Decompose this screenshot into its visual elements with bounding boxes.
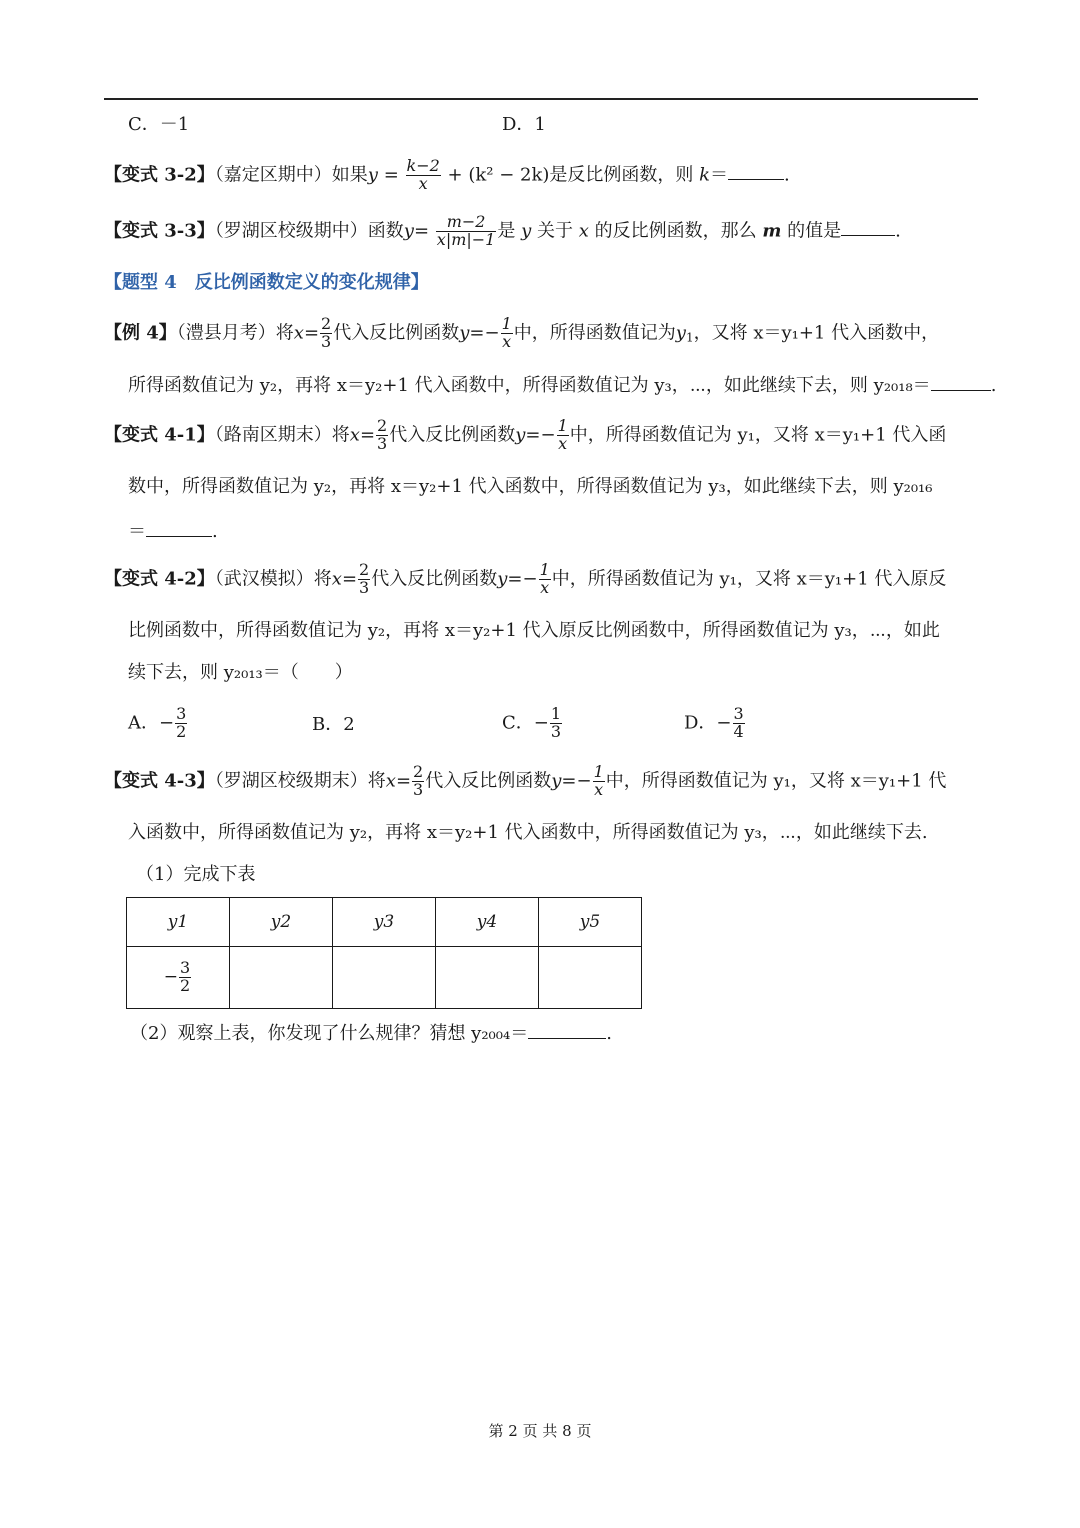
v42-line1b: 中，所得函数值记为 y₁，又将 x＝y₁+1 代入原反 xyxy=(551,568,947,590)
v41-frac2-num: 1 xyxy=(557,416,568,435)
v42-option-d[interactable] xyxy=(684,706,746,741)
table-cell-y5[interactable] xyxy=(539,947,642,1009)
v42-option-a-den: 2 xyxy=(176,721,187,741)
v42-option-d-frac xyxy=(733,706,745,741)
ex4-line2-text: 所得函数值记为 y₂，再将 x＝y₂+1 代入函数中，所得函数值记为 y₃，⋯，如此继续下去，则 y₂₀₁₈＝ xyxy=(128,375,931,396)
q32-y: y = xyxy=(367,164,399,186)
ex4-frac1-num: 2 xyxy=(321,314,332,333)
v42-option-d-den: 4 xyxy=(733,721,744,741)
table-cell-y1-num: 3 xyxy=(180,958,191,978)
v42-option-a-frac xyxy=(175,706,187,741)
v41-line2: 数中，所得函数值记为 y₂，再将 x＝y₂+1 代入函数中，所得函数值记为 y₃，如此继续下去，则 y₂₀₁₆ xyxy=(128,476,933,497)
v43-frac1-den: 3 xyxy=(413,779,424,799)
ex4-frac1 xyxy=(320,316,332,351)
v42-line2: 比例函数中，所得函数值记为 y₂，再将 x＝y₂+1 代入原反比例函数中，所得函数值记为 y₃，⋯，如此 xyxy=(128,620,940,641)
table-cell-y1 xyxy=(127,947,230,1009)
v41-y: y xyxy=(515,424,526,446)
v41-frac2-den: x xyxy=(558,433,568,453)
v42-line3: 续下去，则 y₂₀₁₃＝（ ） xyxy=(128,662,353,683)
table-cell-y1-frac xyxy=(179,960,191,995)
v43-line1 xyxy=(104,764,946,799)
q32-line xyxy=(104,158,790,193)
v41-line1 xyxy=(104,418,946,453)
v41-frac2 xyxy=(557,418,569,453)
q33-mv: m xyxy=(762,220,782,242)
v42-option-b[interactable]: B．2 xyxy=(312,714,355,735)
v42-source: （武汉模拟）将 xyxy=(214,568,332,590)
v43-frac2-num: 1 xyxy=(593,762,604,781)
v42-option-c-label: C．− xyxy=(502,712,549,734)
v42-frac2-den: x xyxy=(540,577,550,597)
table-header-y1: y1 xyxy=(127,898,230,947)
ex4-eq: = xyxy=(303,322,320,344)
v43-x: x xyxy=(385,770,396,792)
q31-option-c: C．－1 xyxy=(128,114,190,135)
table-header-y3: y3 xyxy=(333,898,436,947)
q31-option-d: D．1 xyxy=(502,114,546,135)
q33-tail2: 关于 xyxy=(537,220,573,242)
v42-option-c-den: 3 xyxy=(550,721,562,741)
q33-xv: x xyxy=(578,220,589,242)
v43-tag: 【变式 4-3】 xyxy=(104,770,215,792)
ex4-frac2 xyxy=(501,316,513,351)
q32-k: k xyxy=(699,164,711,186)
table-header-y5: y5 xyxy=(539,898,642,947)
v42-mid: 代入反比例函数 xyxy=(371,568,498,590)
table-header-row xyxy=(127,898,642,947)
q32-end: . xyxy=(784,164,790,186)
table-cell-y1-sign: − xyxy=(163,967,179,987)
v43-line2: 入函数中，所得函数值记为 y₂，再将 x＝y₂+1 代入函数中，所得函数值记为 y₃，⋯，如此继续下去. xyxy=(128,822,928,843)
ex4-blank[interactable] xyxy=(931,376,991,391)
v41-frac1 xyxy=(376,418,388,453)
v42-eq: = xyxy=(341,568,358,590)
v43-part1: （1）完成下表 xyxy=(136,864,256,885)
q32-blank[interactable] xyxy=(728,165,784,180)
ex4-frac1-den: 3 xyxy=(321,331,332,351)
v41-line3-eq: ＝ xyxy=(128,521,146,542)
ex4-y1: y xyxy=(675,322,686,344)
q32-tag: 【变式 3-2】 xyxy=(104,164,215,186)
q32-fraction xyxy=(406,158,441,193)
section-heading: 【题型 4 反比例函数定义的变化规律】 xyxy=(104,272,429,293)
ex4-line1d: x＝y₁+1 代入函数中， xyxy=(753,322,940,344)
v41-line3 xyxy=(128,522,218,541)
ex4-tag: 【例 4】 xyxy=(104,322,177,344)
q32-tail: 是反比例函数，则 xyxy=(549,164,694,186)
ex4-line1 xyxy=(104,316,939,351)
ex4-y1-sub: 1 xyxy=(685,330,694,345)
ex4-frac2-den: x xyxy=(502,331,512,351)
v43-part2-text: （2）观察上表，你发现了什么规律？猜想 y₂₀₀₄＝ xyxy=(130,1023,529,1044)
ex4-mid: 代入反比例函数 xyxy=(333,322,460,344)
table-header-y4: y4 xyxy=(436,898,539,947)
v43-eq: = xyxy=(395,770,412,792)
ex4-neg: =− xyxy=(469,322,500,344)
q33-tag: 【变式 3-3】 xyxy=(104,220,215,242)
v42-frac2-num: 1 xyxy=(539,560,550,579)
v42-neg: =− xyxy=(507,568,538,590)
table-cell-y1-den: 2 xyxy=(180,976,191,995)
table-cell-y3[interactable] xyxy=(333,947,436,1009)
v41-blank[interactable] xyxy=(146,522,212,537)
ex4-line1c: ，又将 xyxy=(693,322,748,344)
header-rule xyxy=(104,98,978,100)
v42-option-a[interactable] xyxy=(128,706,188,741)
q32-source: （嘉定区期中）如果 xyxy=(214,164,368,186)
table-row xyxy=(127,947,642,1009)
ex4-line1b: 中，所得函数值记为 xyxy=(513,322,676,344)
v42-frac1 xyxy=(358,562,370,597)
table-header-y2: y2 xyxy=(230,898,333,947)
v42-line1 xyxy=(104,562,946,597)
q32-num: k−2 xyxy=(406,156,440,175)
ex4-y: y xyxy=(459,322,470,344)
v43-y: y xyxy=(551,770,562,792)
v41-end: . xyxy=(212,521,218,542)
v42-frac1-den: 3 xyxy=(359,577,370,597)
q33-line xyxy=(104,214,901,249)
v43-frac1-num: 2 xyxy=(413,762,424,781)
v43-frac2-den: x xyxy=(594,779,604,799)
v43-end: . xyxy=(606,1023,612,1044)
q33-source: （罗湖区校级期中）函数 xyxy=(214,220,404,242)
ex4-x: x xyxy=(293,322,304,344)
v42-option-c-frac xyxy=(550,706,562,741)
v41-tag: 【变式 4-1】 xyxy=(104,424,215,446)
v42-tag: 【变式 4-2】 xyxy=(104,568,215,590)
v42-x: x xyxy=(331,568,342,590)
v43-mid: 代入反比例函数 xyxy=(425,770,552,792)
v43-part2 xyxy=(130,1024,612,1043)
table-cell-y2[interactable] xyxy=(230,947,333,1009)
q33-tail1: 是 xyxy=(497,220,516,242)
values-table xyxy=(126,897,642,1009)
v41-frac1-num: 2 xyxy=(377,416,388,435)
q33-blank[interactable] xyxy=(841,221,895,236)
q33-tail4: 的值是 xyxy=(787,220,842,242)
v42-option-c[interactable] xyxy=(502,706,563,741)
v41-eq: = xyxy=(359,424,376,446)
q33-fraction xyxy=(436,214,497,249)
v41-x: x xyxy=(349,424,360,446)
v43-neg: =− xyxy=(561,770,592,792)
ex4-line2 xyxy=(128,376,996,395)
ex4-source: （澧县月考）将 xyxy=(176,322,294,344)
q33-num: m−2 xyxy=(446,212,486,231)
v41-neg: =− xyxy=(525,424,556,446)
v41-mid: 代入反比例函数 xyxy=(389,424,516,446)
v43-frac2 xyxy=(593,764,605,799)
q32-den: x xyxy=(406,175,441,193)
q33-y: y= xyxy=(403,220,430,242)
q32-plus-term: + (k² − 2k) xyxy=(447,164,550,186)
v43-frac1 xyxy=(412,764,424,799)
q33-yv: y xyxy=(521,220,532,242)
v42-option-d-label: D．− xyxy=(684,712,732,734)
ex4-frac2-num: 1 xyxy=(501,314,512,333)
v41-source: （路南区期末）将 xyxy=(214,424,350,446)
q32-eq: ＝ xyxy=(710,164,729,186)
v42-frac2 xyxy=(539,562,551,597)
v42-option-a-num: 3 xyxy=(176,704,187,723)
v42-option-d-num: 3 xyxy=(733,704,744,723)
v42-option-a-label: A．− xyxy=(128,712,175,734)
v41-frac1-den: 3 xyxy=(377,433,388,453)
v41-line1b: 中，所得函数值记为 y₁，又将 x＝y₁+1 代入函 xyxy=(569,424,947,446)
q33-den: x|m|−1 xyxy=(436,229,496,249)
v42-y: y xyxy=(497,568,508,590)
v42-option-c-num: 1 xyxy=(550,704,562,723)
v43-source: （罗湖区校级期末）将 xyxy=(214,770,386,792)
q33-tail3: 的反比例函数，那么 xyxy=(594,220,757,242)
ex4-end: . xyxy=(990,375,997,396)
v42-frac1-num: 2 xyxy=(359,560,370,579)
table-cell-y4[interactable] xyxy=(436,947,539,1009)
q33-end: . xyxy=(895,220,901,242)
v43-line1b: 中，所得函数值记为 y₁，又将 x＝y₁+1 代 xyxy=(605,770,947,792)
v43-blank[interactable] xyxy=(528,1024,606,1039)
page-footer: 第 2 页 共 8 页 xyxy=(488,1422,592,1440)
